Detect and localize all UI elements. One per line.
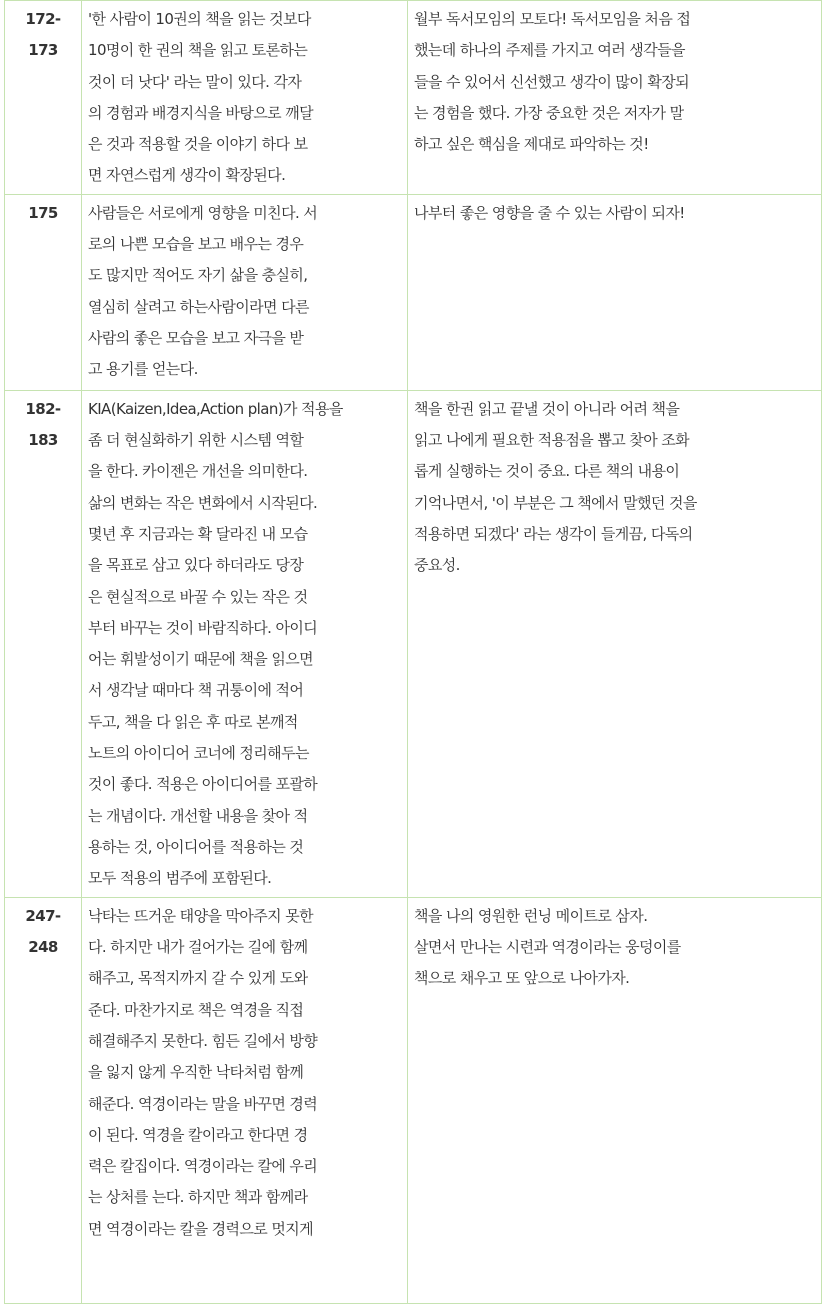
page-number-cell (5, 897, 82, 1303)
page-number: 183 (28, 431, 58, 450)
reading-notes-table (4, 0, 822, 1304)
reflection-cell (408, 194, 822, 390)
quote-line: 해준다. 역경이라는 말을 바꾸면 경력 (88, 1094, 318, 1113)
quote-line: 다. 하지만 내가 걸어가는 길에 함께 (88, 938, 308, 957)
book-quote-cell (82, 390, 408, 897)
quote-line: 의 경험과 배경지식을 바탕으로 깨달 (88, 103, 314, 122)
quote-line: 는 개념이다. 개선할 내용을 찾아 적 (88, 806, 308, 825)
quote-line: 은 것과 적용할 것을 이야기 하다 보 (88, 135, 308, 154)
page-number: 182- (25, 399, 61, 418)
reflection-cell (408, 1, 822, 195)
quote-line: 도 많지만 적어도 자기 삶을 충실히, (88, 266, 308, 285)
quote-line: 두고, 책을 다 읽은 후 따로 본깨적 (88, 712, 298, 731)
reflection-line: 책을 나의 영원한 런닝 메이트로 삼자. (414, 906, 648, 925)
page-number: 172- (25, 10, 61, 28)
reflection-line: 책으로 채우고 또 앞으로 나아가자. (414, 969, 630, 988)
quote-line: 면 자연스럽게 생각이 확장된다. (88, 166, 286, 185)
quote-line: 은 현실적으로 바꿀 수 있는 작은 것 (88, 587, 308, 606)
page-number-cell (5, 390, 82, 897)
quote-line: 삶의 변화는 작은 변화에서 시작된다. (88, 493, 318, 512)
quote-line: 10명이 한 권의 책을 읽고 토론하는 (88, 41, 308, 60)
quote-line: 사람들은 서로에게 영향을 미친다. 서 (88, 203, 318, 222)
quote-line: 것이 좋다. 적용은 아이디어를 포괄하 (88, 775, 318, 794)
reflection-line: 책을 한권 읽고 끝낼 것이 아니라 어려 책을 (414, 399, 680, 418)
quote-line: 는 상처를 는다. 하지만 책과 함께라 (88, 1188, 308, 1207)
book-quote-cell (82, 1, 408, 195)
quote-line: 사람의 좋은 모습을 보고 자극을 받 (88, 328, 304, 347)
quote-line: 열심히 살려고 하는사람이라면 다른 (88, 297, 309, 316)
reflection-line: 월부 독서모임의 모토다! 독서모임을 처음 접 (414, 10, 691, 28)
quote-line: 어는 휘발성이기 때문에 책을 읽으면 (88, 650, 314, 669)
quote-line: 로의 나쁜 모습을 보고 배우는 경우 (88, 235, 304, 254)
book-quote-cell (82, 897, 408, 1303)
quote-line: 낙타는 뜨거운 태양을 막아주지 못한 (88, 906, 314, 925)
reflection-line: 들을 수 있어서 신선했고 생각이 많이 확장되 (414, 72, 690, 91)
reflection-cell (408, 897, 822, 1303)
quote-line: 것이 더 낫다' 라는 말이 있다. 각자 (88, 72, 302, 91)
quote-line: 력은 칼집이다. 역경이라는 칼에 우리 (88, 1157, 318, 1176)
reflection-line: 살면서 만나는 시련과 역경이라는 웅덩이를 (414, 938, 681, 957)
page-number-cell (5, 1, 82, 195)
table-row (5, 1, 822, 195)
page-number-cell (5, 194, 82, 390)
table-row (5, 897, 822, 1303)
quote-line: 해결해주지 못한다. 힘든 길에서 방향 (88, 1031, 318, 1050)
quote-line: '한 사람이 10권의 책을 읽는 것보다 (88, 10, 311, 28)
quote-line: 해주고, 목적지까지 갈 수 있게 도와 (88, 969, 308, 988)
quote-line: 준다. 마찬가지로 책은 역경을 직접 (88, 1000, 304, 1019)
quote-line: 이 된다. 역경을 칼이라고 한다면 경 (88, 1125, 308, 1144)
reflection-line: 읽고 나에게 필요한 적용점을 뽑고 찾아 조화 (414, 431, 690, 450)
reflection-line: 하고 싶은 핵심을 제대로 파악하는 것! (414, 135, 649, 154)
quote-line: 고 용기를 얻는다. (88, 360, 198, 379)
quote-line: 노트의 아이디어 코너에 정리해두는 (88, 744, 309, 763)
quote-line: 용하는 것, 아이디어를 적용하는 것 (88, 837, 304, 856)
reflection-cell (408, 390, 822, 897)
quote-line: 서 생각날 때마다 책 귀퉁이에 적어 (88, 681, 304, 700)
reflection-line: 롭게 실행하는 것이 중요. 다른 책의 내용이 (414, 462, 680, 481)
quote-line: 부터 바꾸는 것이 바람직하다. 아이디 (88, 618, 318, 637)
book-quote-cell (82, 194, 408, 390)
reflection-line: 했는데 하나의 주제를 가지고 여러 생각들을 (414, 41, 685, 60)
quote-line: 을 한다. 카이젠은 개선을 의미한다. (88, 462, 308, 481)
reflection-line: 기억나면서, '이 부분은 그 책에서 말했던 것을 (414, 493, 697, 512)
page-number: 248 (28, 938, 58, 957)
page-number: 247- (25, 906, 61, 925)
reflection-line: 나부터 좋은 영향을 줄 수 있는 사람이 되자! (414, 203, 685, 222)
quote-line: KIA(Kaizen,Idea,Action plan)가 적용을 (88, 399, 343, 418)
page-number: 173 (28, 41, 58, 60)
quote-line: 몇년 후 지금과는 확 달라진 내 모습 (88, 524, 308, 543)
quote-line: 면 역경이라는 칼을 경력으로 멋지게 (88, 1219, 314, 1238)
quote-line: 좀 더 현실화하기 위한 시스템 역할 (88, 431, 304, 450)
reflection-line: 중요성. (414, 556, 460, 575)
table-row (5, 194, 822, 390)
quote-line: 을 목표로 삼고 있다 하더라도 당장 (88, 556, 304, 575)
page-number: 175 (28, 203, 58, 222)
quote-line: 을 잃지 않게 우직한 낙타처럼 함께 (88, 1063, 304, 1082)
reflection-line: 적용하면 되겠다' 라는 생각이 들게끔, 다독의 (414, 524, 693, 543)
reflection-line: 는 경험을 했다. 가장 중요한 것은 저자가 말 (414, 103, 684, 122)
quote-line: 모두 적용의 범주에 포함된다. (88, 869, 272, 888)
table-row (5, 390, 822, 897)
